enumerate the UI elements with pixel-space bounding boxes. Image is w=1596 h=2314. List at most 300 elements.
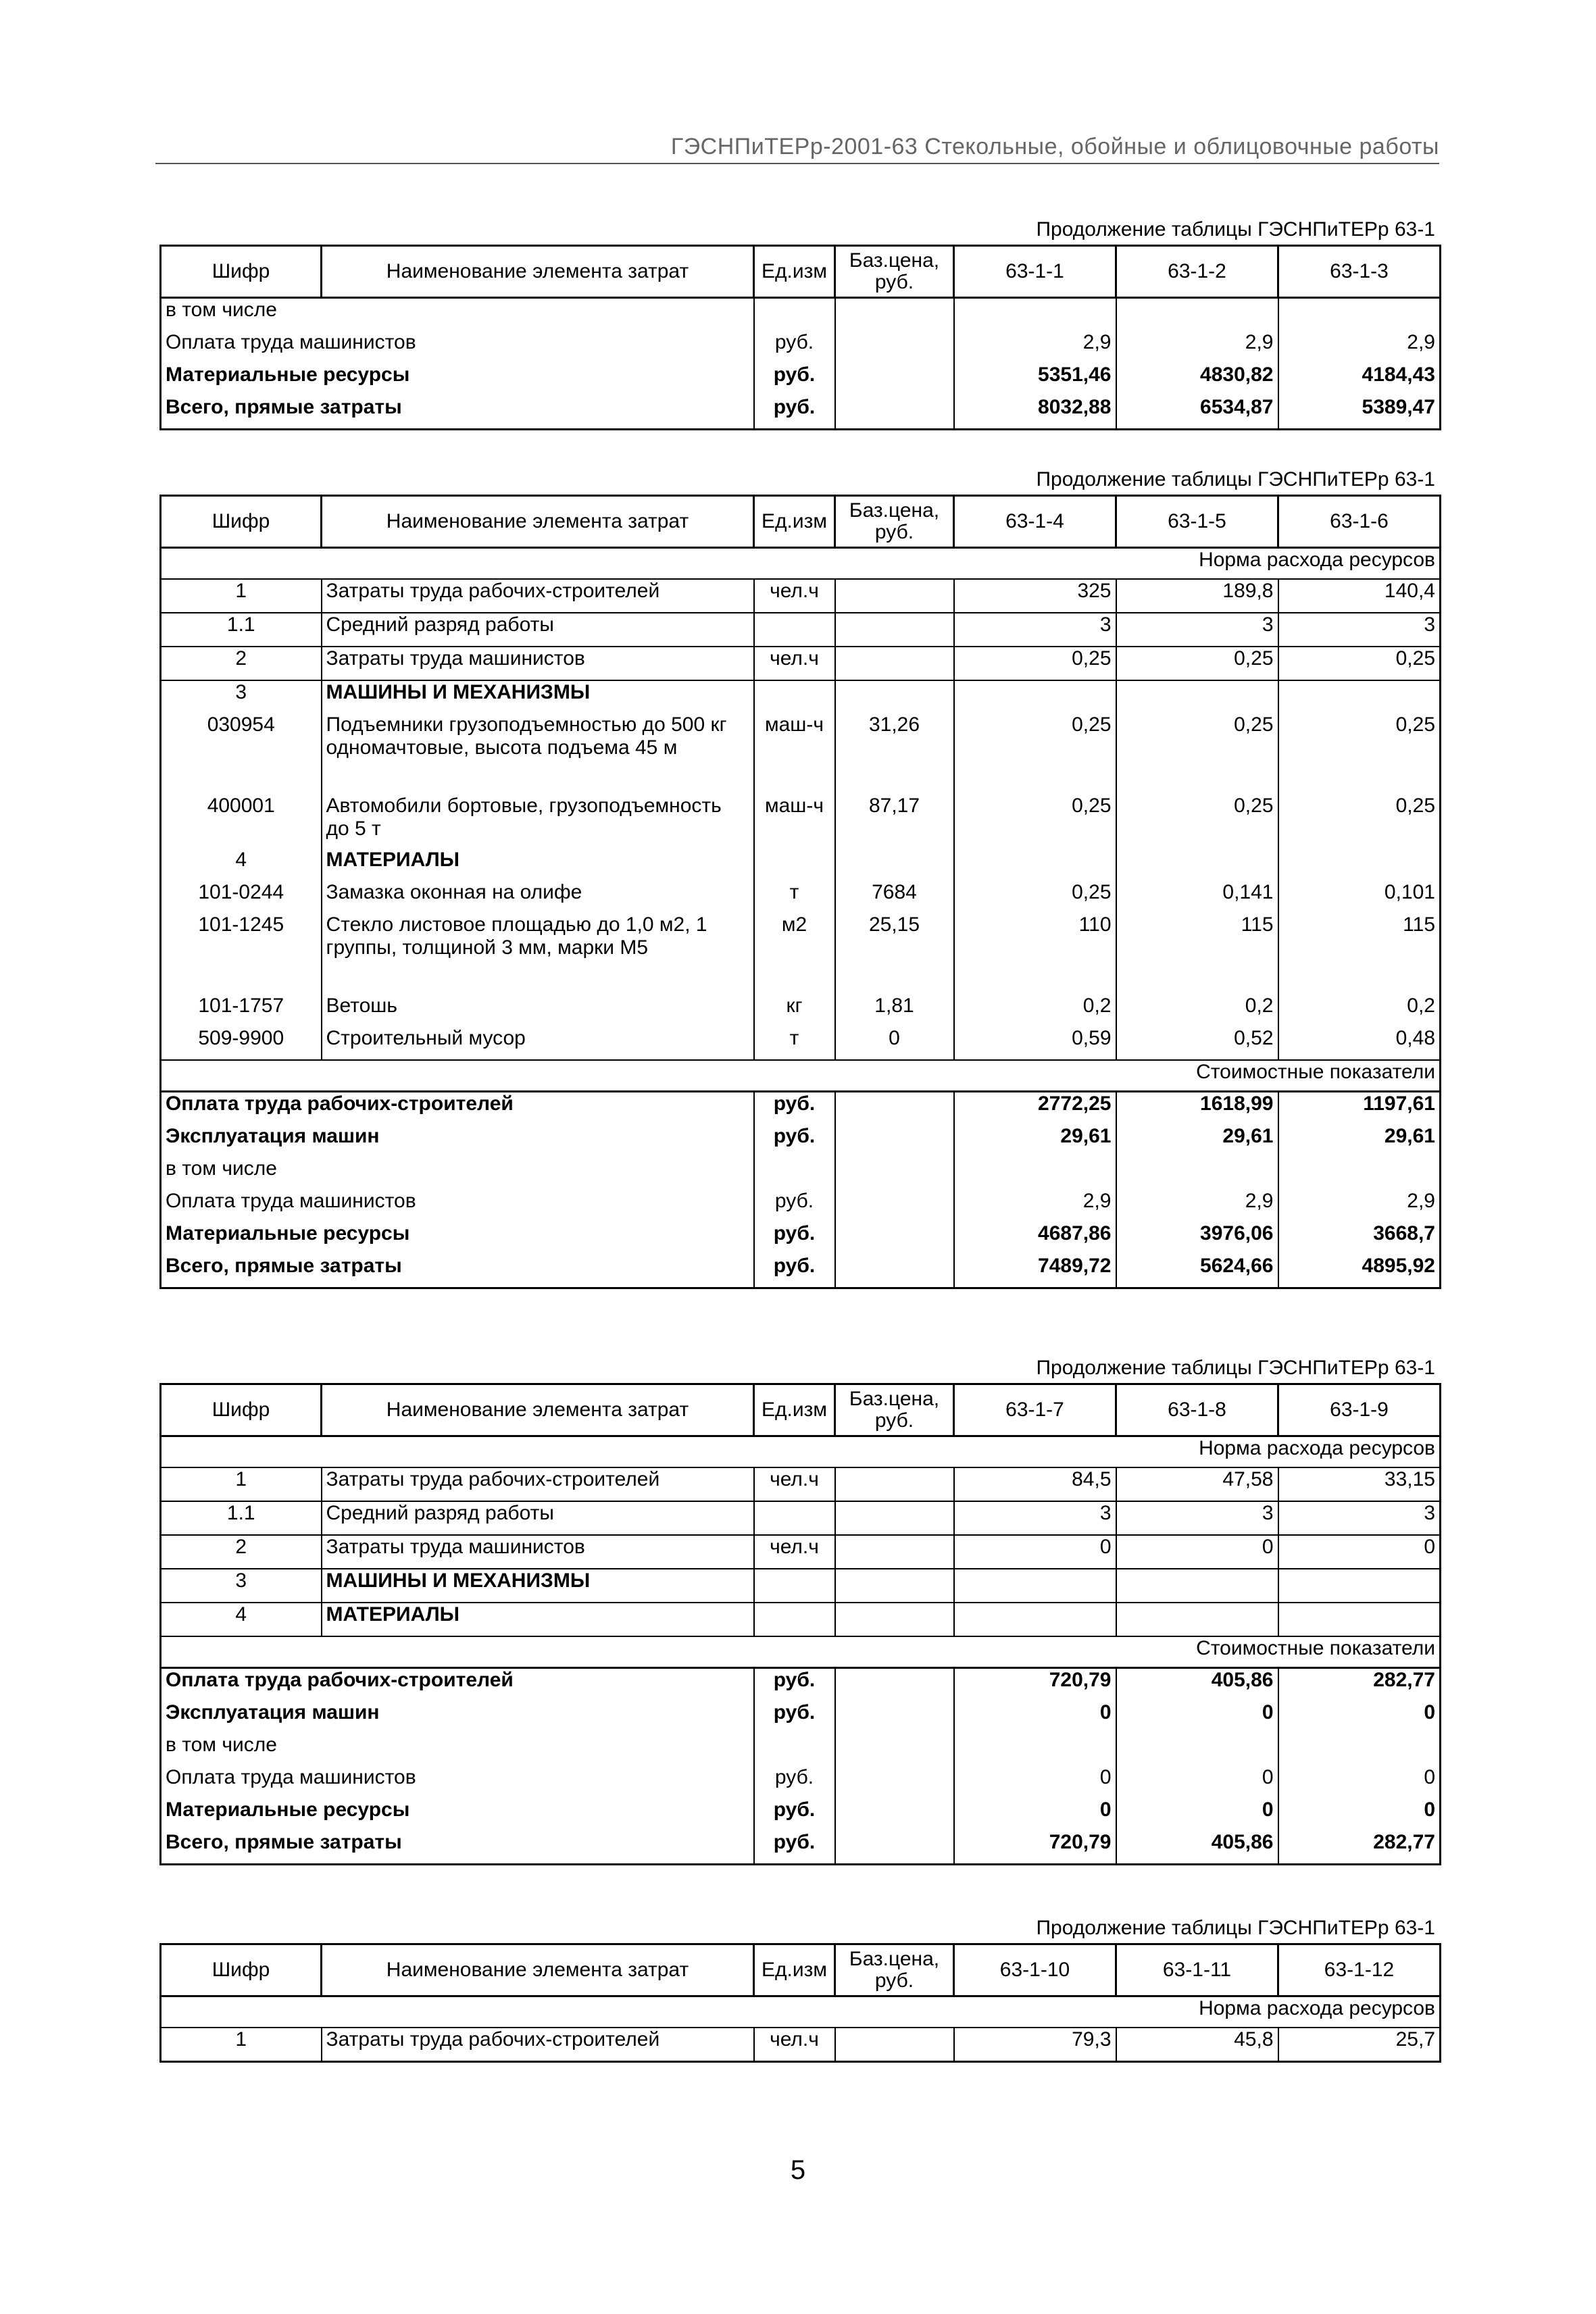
row-unit: т bbox=[754, 1027, 835, 1060]
summary-value: 0 bbox=[954, 1701, 1116, 1734]
section-row bbox=[161, 849, 1441, 881]
row-value: 0,2 bbox=[1278, 995, 1441, 1027]
col-header-2: 63-1-5 bbox=[1116, 496, 1278, 548]
row-unit: маш-ч bbox=[754, 795, 835, 849]
row-value: 45,8 bbox=[1116, 2028, 1278, 2062]
summary-value: 5624,66 bbox=[1116, 1255, 1278, 1288]
summary-value: 2,9 bbox=[1278, 1190, 1441, 1222]
table-caption: Продолжение таблицы ГЭСНПиТЕРр 63-1 bbox=[1036, 468, 1435, 491]
summary-value: 4830,82 bbox=[1116, 363, 1278, 396]
summary-unit: руб. bbox=[754, 1190, 835, 1222]
row-unit bbox=[754, 680, 835, 713]
summary-value bbox=[1116, 1157, 1278, 1190]
summary-name: Всего, прямые затраты bbox=[161, 1831, 754, 1865]
summary-value: 0 bbox=[1116, 1701, 1278, 1734]
resource-row bbox=[161, 2028, 1441, 2062]
resource-table-4 bbox=[159, 1943, 1441, 2063]
table-caption: Продолжение таблицы ГЭСНПиТЕРр 63-1 bbox=[1036, 1917, 1435, 1939]
row-value: 115 bbox=[1278, 913, 1441, 995]
band-norm-label: Норма расхода ресурсов bbox=[161, 1436, 1441, 1468]
band-norm-label: Норма расхода ресурсов bbox=[161, 548, 1441, 580]
row-code: 509-9900 bbox=[161, 1027, 322, 1060]
row-name: МАТЕРИАЛЫ bbox=[322, 849, 754, 881]
summary-name: Всего, прямые затраты bbox=[161, 1255, 754, 1288]
resource-row bbox=[161, 579, 1441, 613]
summary-value: 0 bbox=[1278, 1766, 1441, 1799]
summary-unit: руб. bbox=[754, 1125, 835, 1157]
summary-value: 720,79 bbox=[954, 1831, 1116, 1865]
summary-row bbox=[161, 1125, 1441, 1157]
band-row-norm bbox=[161, 548, 1441, 580]
summary-value: 282,77 bbox=[1278, 1668, 1441, 1702]
row-value: 0,25 bbox=[1278, 795, 1441, 849]
summary-price bbox=[835, 1157, 954, 1190]
col-code-header: Шифр bbox=[161, 496, 322, 548]
summary-price bbox=[835, 1734, 954, 1766]
row-value: 0,25 bbox=[1278, 713, 1441, 795]
col-header-1: 63-1-10 bbox=[954, 1944, 1116, 1996]
band-row-cost bbox=[161, 1636, 1441, 1668]
col-header-1: 63-1-1 bbox=[954, 246, 1116, 298]
row-price bbox=[835, 680, 954, 713]
page-number: 5 bbox=[790, 2155, 806, 2185]
summary-value: 4895,92 bbox=[1278, 1255, 1441, 1288]
row-value: 3 bbox=[954, 1501, 1116, 1535]
summary-value: 4687,86 bbox=[954, 1222, 1116, 1255]
row-price bbox=[835, 1535, 954, 1569]
row-value: 0,2 bbox=[954, 995, 1116, 1027]
row-value bbox=[1116, 1569, 1278, 1603]
row-unit: кг bbox=[754, 995, 835, 1027]
summary-price bbox=[835, 1255, 954, 1288]
row-name: Замазка оконная на олифе bbox=[322, 881, 754, 913]
summary-price bbox=[835, 331, 954, 363]
resource-row bbox=[161, 647, 1441, 680]
col-unit-header: Ед.изм bbox=[754, 1384, 835, 1436]
summary-value: 2,9 bbox=[1116, 331, 1278, 363]
summary-value: 2,9 bbox=[1278, 331, 1441, 363]
row-value: 140,4 bbox=[1278, 579, 1441, 613]
row-code: 2 bbox=[161, 1535, 322, 1569]
table-block-3 bbox=[159, 1353, 1439, 1865]
row-value: 0,25 bbox=[954, 881, 1116, 913]
summary-unit: руб. bbox=[754, 396, 835, 430]
row-value: 3 bbox=[1278, 1501, 1441, 1535]
summary-value: 1197,61 bbox=[1278, 1092, 1441, 1126]
summary-unit: руб. bbox=[754, 1092, 835, 1126]
row-value: 0,25 bbox=[1116, 795, 1278, 849]
col-name-header: Наименование элемента затрат bbox=[322, 1384, 754, 1436]
row-code: 101-0244 bbox=[161, 881, 322, 913]
summary-value bbox=[954, 1157, 1116, 1190]
row-code: 1.1 bbox=[161, 613, 322, 647]
row-price bbox=[835, 1501, 954, 1535]
row-value: 25,7 bbox=[1278, 2028, 1441, 2062]
summary-price bbox=[835, 1222, 954, 1255]
summary-price bbox=[835, 1125, 954, 1157]
summary-name: Эксплуатация машин bbox=[161, 1701, 754, 1734]
row-price: 7684 bbox=[835, 881, 954, 913]
row-price bbox=[835, 1467, 954, 1501]
row-code: 3 bbox=[161, 1569, 322, 1603]
summary-row bbox=[161, 298, 1441, 332]
row-price bbox=[835, 647, 954, 680]
summary-row bbox=[161, 363, 1441, 396]
summary-row bbox=[161, 1190, 1441, 1222]
summary-value bbox=[1278, 1157, 1441, 1190]
col-code-header: Шифр bbox=[161, 1944, 322, 1996]
band-row-cost bbox=[161, 1060, 1441, 1092]
row-value bbox=[1278, 849, 1441, 881]
table-header-row bbox=[161, 496, 1441, 548]
row-name: Затраты труда рабочих-строителей bbox=[322, 2028, 754, 2062]
row-unit: чел.ч bbox=[754, 1467, 835, 1501]
col-code-header: Шифр bbox=[161, 246, 322, 298]
resource-table-1 bbox=[159, 245, 1441, 430]
row-name: Автомобили бортовые, грузоподъемность до 5 т bbox=[322, 795, 754, 849]
summary-price bbox=[835, 1766, 954, 1799]
summary-price bbox=[835, 298, 954, 332]
summary-row bbox=[161, 1255, 1441, 1288]
col-header-2: 63-1-2 bbox=[1116, 246, 1278, 298]
summary-value: 0 bbox=[1116, 1799, 1278, 1831]
row-name: Средний разряд работы bbox=[322, 613, 754, 647]
row-name: Затраты труда рабочих-строителей bbox=[322, 579, 754, 613]
summary-value: 7489,72 bbox=[954, 1255, 1116, 1288]
resource-row bbox=[161, 1027, 1441, 1060]
row-value bbox=[1116, 849, 1278, 881]
table-header-row bbox=[161, 1944, 1441, 1996]
col-price-header: Баз.цена, руб. bbox=[835, 246, 954, 298]
band-cost-label: Стоимостные показатели bbox=[161, 1060, 1441, 1092]
summary-row bbox=[161, 1092, 1441, 1126]
row-value: 79,3 bbox=[954, 2028, 1116, 2062]
summary-unit bbox=[754, 1157, 835, 1190]
summary-row bbox=[161, 1157, 1441, 1190]
summary-value: 3668,7 bbox=[1278, 1222, 1441, 1255]
summary-price bbox=[835, 1701, 954, 1734]
resource-table-3 bbox=[159, 1383, 1441, 1865]
summary-value bbox=[954, 1734, 1116, 1766]
row-price: 1,81 bbox=[835, 995, 954, 1027]
summary-name: Материальные ресурсы bbox=[161, 1222, 754, 1255]
row-code: 400001 bbox=[161, 795, 322, 849]
summary-value: 0 bbox=[1278, 1701, 1441, 1734]
summary-name: в том числе bbox=[161, 1734, 754, 1766]
row-code: 1.1 bbox=[161, 1501, 322, 1535]
summary-name: Оплата труда машинистов bbox=[161, 331, 754, 363]
summary-unit bbox=[754, 298, 835, 332]
row-value: 0,101 bbox=[1278, 881, 1441, 913]
summary-value bbox=[1278, 1734, 1441, 1766]
summary-unit: руб. bbox=[754, 1701, 835, 1734]
summary-value: 2,9 bbox=[1116, 1190, 1278, 1222]
row-value: 0,25 bbox=[954, 647, 1116, 680]
row-unit: чел.ч bbox=[754, 579, 835, 613]
col-unit-header: Ед.изм bbox=[754, 496, 835, 548]
row-unit bbox=[754, 1569, 835, 1603]
row-name: Средний разряд работы bbox=[322, 1501, 754, 1535]
row-value: 325 bbox=[954, 579, 1116, 613]
row-unit bbox=[754, 1501, 835, 1535]
summary-unit: руб. bbox=[754, 1668, 835, 1702]
col-name-header: Наименование элемента затрат bbox=[322, 496, 754, 548]
row-name: МАШИНЫ И МЕХАНИЗМЫ bbox=[322, 1569, 754, 1603]
section-row bbox=[161, 680, 1441, 713]
col-price-header: Баз.цена, руб. bbox=[835, 1944, 954, 1996]
col-name-header: Наименование элемента затрат bbox=[322, 246, 754, 298]
row-value: 189,8 bbox=[1116, 579, 1278, 613]
col-price-header: Баз.цена, руб. bbox=[835, 496, 954, 548]
row-price: 25,15 bbox=[835, 913, 954, 995]
row-value: 0,25 bbox=[1116, 713, 1278, 795]
row-code: 101-1245 bbox=[161, 913, 322, 995]
row-name: Стекло листовое площадью до 1,0 м2, 1 группы, толщиной 3 мм, марки М5 bbox=[322, 913, 754, 995]
summary-row bbox=[161, 1831, 1441, 1865]
row-value: 0,141 bbox=[1116, 881, 1278, 913]
summary-value: 5389,47 bbox=[1278, 396, 1441, 430]
row-value: 0,25 bbox=[954, 713, 1116, 795]
row-value bbox=[954, 849, 1116, 881]
row-value: 0,52 bbox=[1116, 1027, 1278, 1060]
row-price: 0 bbox=[835, 1027, 954, 1060]
row-price bbox=[835, 849, 954, 881]
resource-row bbox=[161, 613, 1441, 647]
summary-value: 5351,46 bbox=[954, 363, 1116, 396]
row-name: Подъемники грузоподъемностью до 500 кг одномачтовые, высота подъема 45 м bbox=[322, 713, 754, 795]
summary-price bbox=[835, 1092, 954, 1126]
row-code: 030954 bbox=[161, 713, 322, 795]
summary-value: 1618,99 bbox=[1116, 1092, 1278, 1126]
running-header: ГЭСНПиТЕРр-2001-63 Стекольные, обойные и облицовочные работы bbox=[155, 134, 1439, 164]
summary-value: 29,61 bbox=[1116, 1125, 1278, 1157]
row-name: Затраты труда машинистов bbox=[322, 1535, 754, 1569]
band-cost-label: Стоимостные показатели bbox=[161, 1636, 1441, 1668]
summary-name: Оплата труда машинистов bbox=[161, 1190, 754, 1222]
row-value: 0,25 bbox=[1278, 647, 1441, 680]
row-value: 0,2 bbox=[1116, 995, 1278, 1027]
summary-value bbox=[1116, 1734, 1278, 1766]
row-value bbox=[954, 1603, 1116, 1636]
section-row bbox=[161, 1569, 1441, 1603]
row-unit: маш-ч bbox=[754, 713, 835, 795]
summary-unit: руб. bbox=[754, 363, 835, 396]
row-name: МАТЕРИАЛЫ bbox=[322, 1603, 754, 1636]
row-value bbox=[1278, 1603, 1441, 1636]
row-name: Затраты труда рабочих-строителей bbox=[322, 1467, 754, 1501]
row-value: 0 bbox=[954, 1535, 1116, 1569]
table-block-2 bbox=[159, 465, 1439, 1289]
resource-row bbox=[161, 881, 1441, 913]
summary-name: Всего, прямые затраты bbox=[161, 396, 754, 430]
summary-price bbox=[835, 1799, 954, 1831]
row-value: 0,48 bbox=[1278, 1027, 1441, 1060]
row-code: 4 bbox=[161, 1603, 322, 1636]
summary-unit: руб. bbox=[754, 1799, 835, 1831]
row-unit: м2 bbox=[754, 913, 835, 995]
summary-name: Оплата труда рабочих-строителей bbox=[161, 1668, 754, 1702]
row-unit bbox=[754, 613, 835, 647]
summary-value: 0 bbox=[954, 1766, 1116, 1799]
col-header-1: 63-1-4 bbox=[954, 496, 1116, 548]
summary-value: 3976,06 bbox=[1116, 1222, 1278, 1255]
col-price-header: Баз.цена, руб. bbox=[835, 1384, 954, 1436]
table-header-row bbox=[161, 246, 1441, 298]
summary-name: Материальные ресурсы bbox=[161, 1799, 754, 1831]
row-value bbox=[1278, 680, 1441, 713]
col-name-header: Наименование элемента затрат bbox=[322, 1944, 754, 1996]
summary-price bbox=[835, 1190, 954, 1222]
summary-name: Материальные ресурсы bbox=[161, 363, 754, 396]
summary-value: 6534,87 bbox=[1116, 396, 1278, 430]
row-value: 47,58 bbox=[1116, 1467, 1278, 1501]
table-caption: Продолжение таблицы ГЭСНПиТЕРр 63-1 bbox=[1036, 1357, 1435, 1379]
row-code: 1 bbox=[161, 579, 322, 613]
row-value: 115 bbox=[1116, 913, 1278, 995]
summary-name: Оплата труда машинистов bbox=[161, 1766, 754, 1799]
table-header-row bbox=[161, 1384, 1441, 1436]
summary-unit: руб. bbox=[754, 331, 835, 363]
row-code: 1 bbox=[161, 1467, 322, 1501]
summary-value: 2,9 bbox=[954, 1190, 1116, 1222]
summary-row bbox=[161, 331, 1441, 363]
row-value bbox=[954, 680, 1116, 713]
row-value: 110 bbox=[954, 913, 1116, 995]
summary-name: в том числе bbox=[161, 1157, 754, 1190]
col-header-3: 63-1-12 bbox=[1278, 1944, 1441, 1996]
band-row-norm bbox=[161, 1996, 1441, 2028]
row-unit: чел.ч bbox=[754, 2028, 835, 2062]
row-value bbox=[954, 1569, 1116, 1603]
resource-table-2 bbox=[159, 495, 1441, 1289]
row-value: 84,5 bbox=[954, 1467, 1116, 1501]
row-value: 3 bbox=[1116, 1501, 1278, 1535]
summary-value bbox=[1116, 298, 1278, 332]
row-code: 3 bbox=[161, 680, 322, 713]
col-header-2: 63-1-11 bbox=[1116, 1944, 1278, 1996]
summary-name: в том числе bbox=[161, 298, 754, 332]
row-value: 0,25 bbox=[1116, 647, 1278, 680]
summary-value bbox=[1278, 298, 1441, 332]
col-header-3: 63-1-3 bbox=[1278, 246, 1441, 298]
summary-value: 4184,43 bbox=[1278, 363, 1441, 396]
row-value: 0 bbox=[1116, 1535, 1278, 1569]
summary-value: 29,61 bbox=[954, 1125, 1116, 1157]
resource-row bbox=[161, 795, 1441, 849]
row-value: 3 bbox=[1116, 613, 1278, 647]
row-value: 0 bbox=[1278, 1535, 1441, 1569]
row-unit bbox=[754, 1603, 835, 1636]
row-unit: чел.ч bbox=[754, 1535, 835, 1569]
resource-row bbox=[161, 1501, 1441, 1535]
summary-unit: руб. bbox=[754, 1222, 835, 1255]
summary-row bbox=[161, 1222, 1441, 1255]
row-value: 33,15 bbox=[1278, 1467, 1441, 1501]
summary-unit: руб. bbox=[754, 1766, 835, 1799]
resource-row bbox=[161, 913, 1441, 995]
row-unit: чел.ч bbox=[754, 647, 835, 680]
row-price bbox=[835, 1569, 954, 1603]
summary-value: 0 bbox=[1116, 1766, 1278, 1799]
row-value: 0,25 bbox=[954, 795, 1116, 849]
row-value bbox=[1116, 680, 1278, 713]
row-name: Строительный мусор bbox=[322, 1027, 754, 1060]
row-unit: т bbox=[754, 881, 835, 913]
col-unit-header: Ед.изм bbox=[754, 1944, 835, 1996]
summary-unit bbox=[754, 1734, 835, 1766]
summary-value: 0 bbox=[1278, 1799, 1441, 1831]
summary-value bbox=[954, 298, 1116, 332]
row-value bbox=[1116, 1603, 1278, 1636]
summary-unit: руб. bbox=[754, 1255, 835, 1288]
summary-value: 405,86 bbox=[1116, 1668, 1278, 1702]
table-caption: Продолжение таблицы ГЭСНПиТЕРр 63-1 bbox=[1036, 218, 1435, 241]
row-value: 3 bbox=[954, 613, 1116, 647]
resource-row bbox=[161, 995, 1441, 1027]
col-unit-header: Ед.изм bbox=[754, 246, 835, 298]
row-code: 101-1757 bbox=[161, 995, 322, 1027]
summary-value: 2772,25 bbox=[954, 1092, 1116, 1126]
summary-value: 282,77 bbox=[1278, 1831, 1441, 1865]
summary-row bbox=[161, 396, 1441, 430]
summary-row bbox=[161, 1766, 1441, 1799]
summary-value: 0 bbox=[954, 1799, 1116, 1831]
table-block-4 bbox=[159, 1913, 1439, 2063]
summary-name: Эксплуатация машин bbox=[161, 1125, 754, 1157]
summary-value: 29,61 bbox=[1278, 1125, 1441, 1157]
summary-row bbox=[161, 1668, 1441, 1702]
summary-value: 405,86 bbox=[1116, 1831, 1278, 1865]
table-block-1 bbox=[159, 215, 1439, 430]
summary-price bbox=[835, 1831, 954, 1865]
summary-row bbox=[161, 1701, 1441, 1734]
row-code: 1 bbox=[161, 2028, 322, 2062]
row-name: Затраты труда машинистов bbox=[322, 647, 754, 680]
col-header-3: 63-1-6 bbox=[1278, 496, 1441, 548]
resource-row bbox=[161, 713, 1441, 795]
summary-unit: руб. bbox=[754, 1831, 835, 1865]
summary-value: 720,79 bbox=[954, 1668, 1116, 1702]
summary-row bbox=[161, 1799, 1441, 1831]
row-price bbox=[835, 1603, 954, 1636]
summary-price bbox=[835, 363, 954, 396]
row-code: 2 bbox=[161, 647, 322, 680]
col-header-3: 63-1-9 bbox=[1278, 1384, 1441, 1436]
resource-row bbox=[161, 1535, 1441, 1569]
summary-price bbox=[835, 1668, 954, 1702]
row-price: 31,26 bbox=[835, 713, 954, 795]
row-unit bbox=[754, 849, 835, 881]
row-name: Ветошь bbox=[322, 995, 754, 1027]
row-name: МАШИНЫ И МЕХАНИЗМЫ bbox=[322, 680, 754, 713]
resource-row bbox=[161, 1467, 1441, 1501]
section-row bbox=[161, 1603, 1441, 1636]
summary-name: Оплата труда рабочих-строителей bbox=[161, 1092, 754, 1126]
col-header-1: 63-1-7 bbox=[954, 1384, 1116, 1436]
summary-value: 2,9 bbox=[954, 331, 1116, 363]
summary-row bbox=[161, 1734, 1441, 1766]
row-value: 0,59 bbox=[954, 1027, 1116, 1060]
summary-price bbox=[835, 396, 954, 430]
row-value bbox=[1278, 1569, 1441, 1603]
row-price bbox=[835, 2028, 954, 2062]
row-price bbox=[835, 579, 954, 613]
col-code-header: Шифр bbox=[161, 1384, 322, 1436]
row-price: 87,17 bbox=[835, 795, 954, 849]
row-price bbox=[835, 613, 954, 647]
row-value: 3 bbox=[1278, 613, 1441, 647]
col-header-2: 63-1-8 bbox=[1116, 1384, 1278, 1436]
